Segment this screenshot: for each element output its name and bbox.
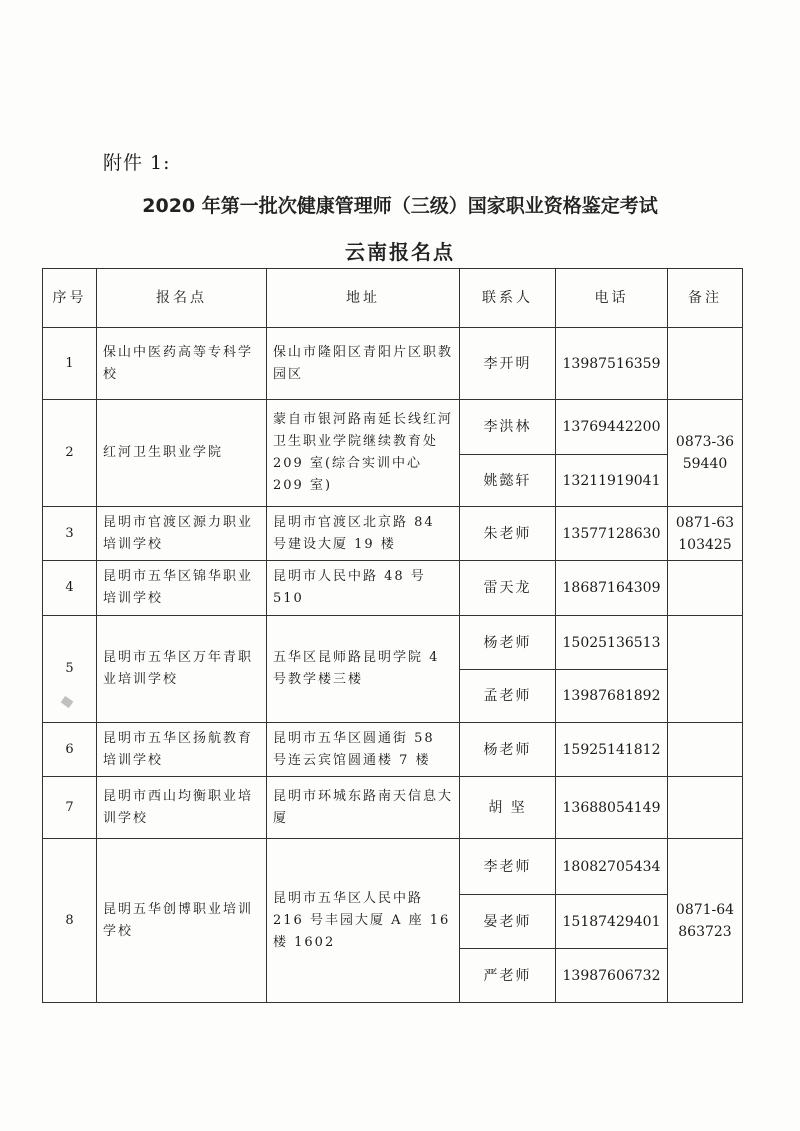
cell-site-name: 昆明市五华区扬航教育培训学校 [97, 723, 267, 777]
cell-site-name: 昆明市西山均衡职业培训学校 [97, 777, 267, 839]
table-row [43, 400, 743, 455]
attachment-label: 附件 1: [103, 152, 171, 174]
table-row [43, 328, 743, 400]
cell-note [668, 616, 743, 723]
table-row [43, 616, 743, 670]
cell-note [668, 561, 743, 616]
header-address: 地址 [267, 269, 460, 328]
header-contact: 联系人 [460, 269, 556, 328]
cell-phone: 18082705434 [556, 839, 668, 895]
table-body [43, 328, 743, 1003]
header-phone: 电话 [556, 269, 668, 328]
cell-site-name: 红河卫生职业学院 [97, 400, 267, 507]
cell-index: 1 [43, 328, 97, 400]
cell-index: 2 [43, 400, 97, 507]
cell-contact: 雷天龙 [460, 561, 556, 616]
cell-contact: 李老师 [460, 839, 556, 895]
cell-contact: 朱老师 [460, 507, 556, 561]
cell-contact: 严老师 [460, 949, 556, 1003]
document-subtitle: 云南报名点 [345, 240, 455, 264]
cell-site-name: 昆明市五华区锦华职业培训学校 [97, 561, 267, 616]
cell-address: 蒙自市银河路南延长线红河卫生职业学院继续教育处 209 室(综合实训中心 209 室) [267, 400, 460, 507]
table-row [43, 723, 743, 777]
cell-note: 0873-36 59440 [668, 400, 743, 507]
cell-phone: 18687164309 [556, 561, 668, 616]
cell-address: 昆明市人民中路 48 号 510 [267, 561, 460, 616]
cell-contact: 李洪林 [460, 400, 556, 455]
document-title: 2020 年第一批次健康管理师（三级）国家职业资格鉴定考试 [142, 195, 658, 217]
cell-phone: 13987516359 [556, 328, 668, 400]
cell-phone: 13211919041 [556, 455, 668, 507]
cell-note: 0871-64 863723 [668, 839, 743, 1003]
cell-site-name: 保山中医药高等专科学校 [97, 328, 267, 400]
table-header-row [43, 269, 743, 328]
cell-site-name: 昆明五华创博职业培训学校 [97, 839, 267, 1003]
cell-contact: 胡 坚 [460, 777, 556, 839]
cell-site-name: 昆明市五华区万年青职业培训学校 [97, 616, 267, 723]
cell-phone: 15187429401 [556, 895, 668, 949]
cell-address: 保山市隆阳区青阳片区职教园区 [267, 328, 460, 400]
cell-address: 五华区昆师路昆明学院 4 号教学楼三楼 [267, 616, 460, 723]
cell-index: 4 [43, 561, 97, 616]
cell-index: 6 [43, 723, 97, 777]
table-row [43, 839, 743, 895]
table-row [43, 777, 743, 839]
cell-address: 昆明市五华区人民中路 216 号丰园大厦 A 座 16 楼 1602 [267, 839, 460, 1003]
cell-phone: 13577128630 [556, 507, 668, 561]
registration-table [42, 268, 743, 1003]
cell-address: 昆明市环城东路南天信息大厦 [267, 777, 460, 839]
cell-note [668, 723, 743, 777]
cell-index: 7 [43, 777, 97, 839]
cell-note: 0871-63 103425 [668, 507, 743, 561]
cell-contact: 杨老师 [460, 616, 556, 670]
cell-phone: 13987606732 [556, 949, 668, 1003]
cell-index: 5 [43, 616, 97, 723]
header-index: 序号 [43, 269, 97, 328]
cell-index: 3 [43, 507, 97, 561]
cell-contact: 晏老师 [460, 895, 556, 949]
cell-phone: 15925141812 [556, 723, 668, 777]
cell-contact: 李开明 [460, 328, 556, 400]
cell-phone: 15025136513 [556, 616, 668, 670]
cell-site-name: 昆明市官渡区源力职业培训学校 [97, 507, 267, 561]
cell-contact: 姚懿轩 [460, 455, 556, 507]
table-row [43, 561, 743, 616]
cell-contact: 杨老师 [460, 723, 556, 777]
cell-phone: 13688054149 [556, 777, 668, 839]
header-note: 备注 [668, 269, 743, 328]
cell-note [668, 328, 743, 400]
table-row [43, 507, 743, 561]
cell-address: 昆明市五华区圆通街 58 号连云宾馆圆通楼 7 楼 [267, 723, 460, 777]
cell-note [668, 777, 743, 839]
cell-phone: 13987681892 [556, 670, 668, 723]
cell-contact: 孟老师 [460, 670, 556, 723]
cell-index: 8 [43, 839, 97, 1003]
cell-phone: 13769442200 [556, 400, 668, 455]
cell-address: 昆明市官渡区北京路 84 号建设大厦 19 楼 [267, 507, 460, 561]
header-site: 报名点 [97, 269, 267, 328]
